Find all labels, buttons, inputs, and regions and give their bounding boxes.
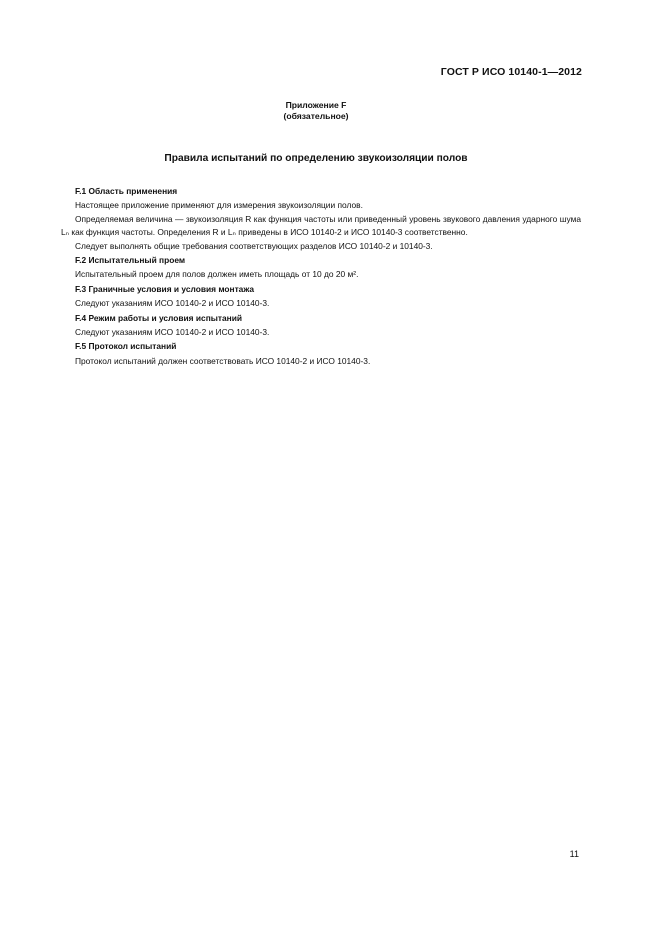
paragraph: Испытательный проем для полов должен иметь площадь от 10 до 20 м². [75, 269, 359, 280]
paragraph: Следуют указаниям ИСО 10140-2 и ИСО 10140-3. [75, 298, 270, 309]
section-f5 [61, 340, 581, 368]
section-heading: F.4 Режим работы и условия испытаний [75, 312, 243, 323]
paragraph: Настоящее приложение применяют для измерения звукоизоляции полов. [75, 200, 363, 211]
annex-body [61, 184, 581, 368]
section-heading: F.5 Протокол испытаний [75, 341, 177, 352]
paragraph: Определяемая величина — звукоизоляция R как функция частоты или приведенный уровень звукового давления ударного шума Lₙ как функция частоты. Определения R и Lₙ приведены в ИСО 10140-2 и ИСО 10140-3 соответственно. [61, 213, 581, 238]
section-f4 [61, 312, 581, 340]
document-header: ГОСТ Р ИСО 10140-1—2012 [440, 66, 582, 78]
section-f3 [61, 283, 581, 311]
section-f1 [61, 185, 581, 253]
paragraph: Протокол испытаний должен соответствовать ИСО 10140-2 и ИСО 10140-3. [75, 355, 371, 366]
paragraph: Следует выполнять общие требования соответствующих разделов ИСО 10140-2 и 10140-3. [75, 240, 433, 251]
section-heading: F.1 Область применения [75, 186, 178, 196]
annex-status: (обязательное) [283, 111, 349, 121]
paragraph: Следуют указаниям ИСО 10140-2 и ИСО 10140-3. [75, 327, 270, 338]
annex-title: Правила испытаний по определению звукоизоляции полов [164, 153, 468, 164]
section-heading: F.3 Граничные условия и условия монтажа [75, 283, 255, 294]
page-number: 11 [569, 849, 579, 859]
section-heading: F.2 Испытательный проем [75, 255, 186, 266]
annex-label-block [0, 100, 632, 122]
annex-label: Приложение F [285, 100, 347, 110]
section-f2 [61, 254, 581, 282]
